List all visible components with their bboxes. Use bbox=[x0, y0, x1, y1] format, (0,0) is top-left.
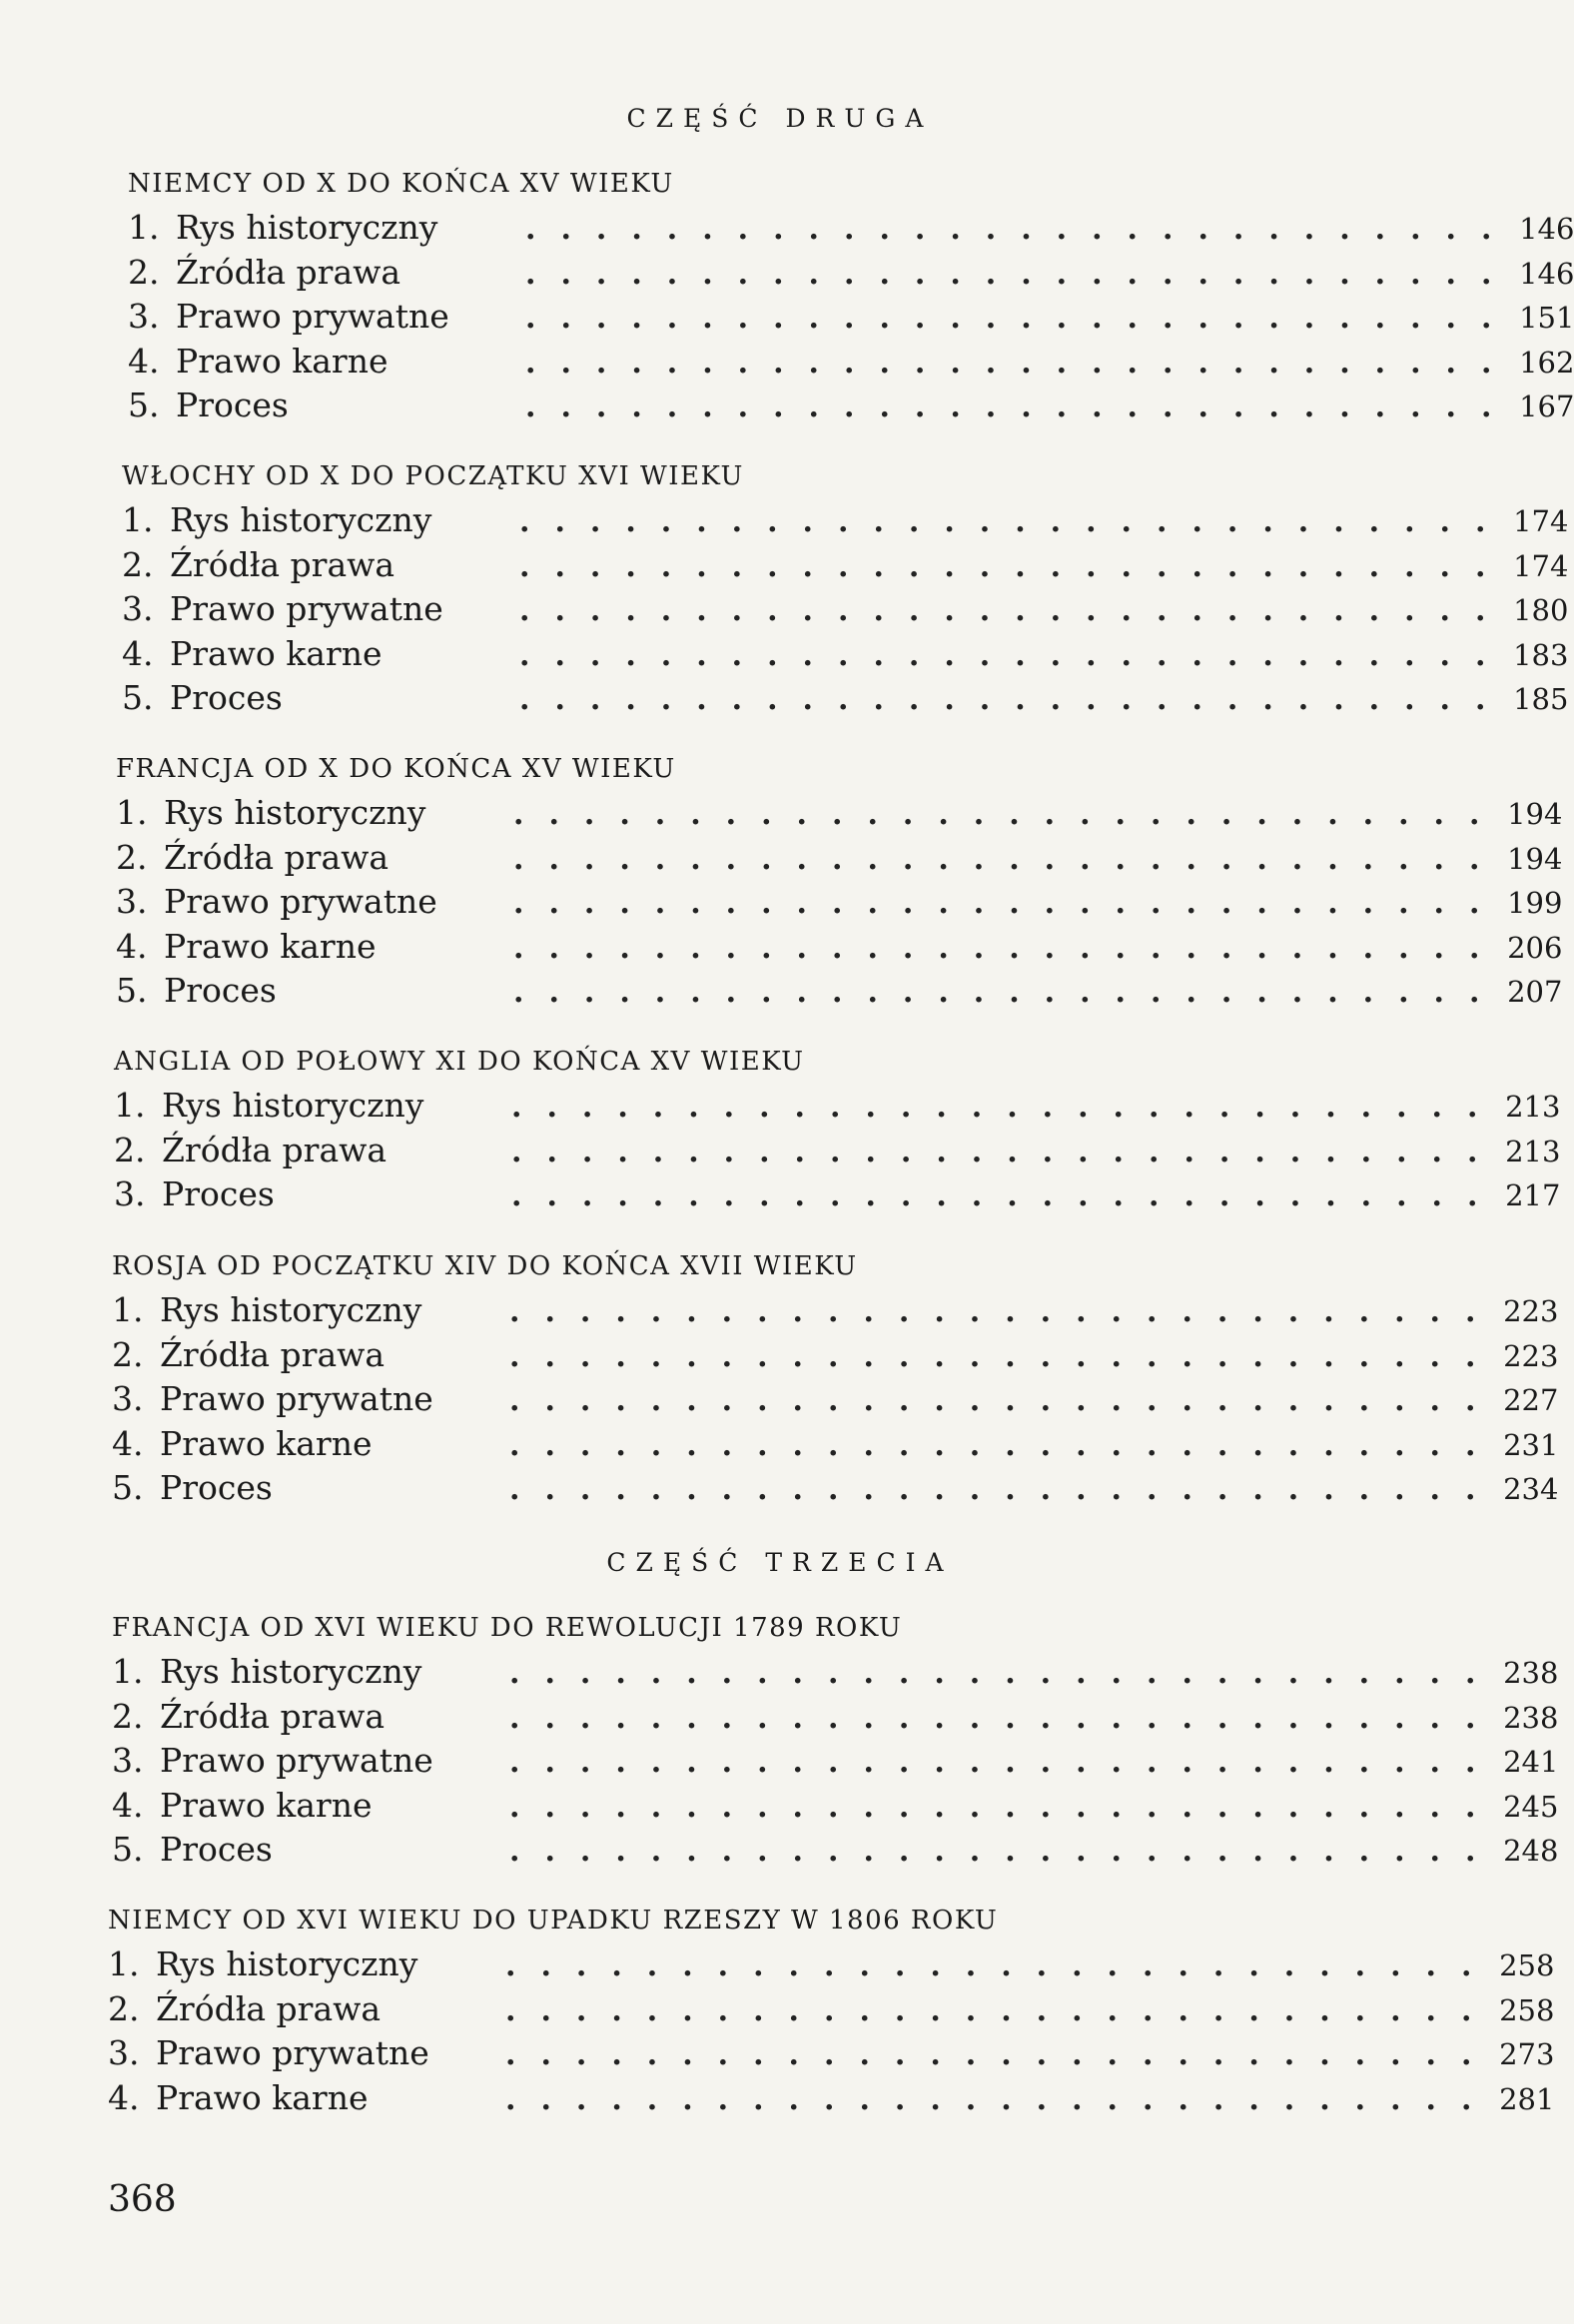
dot-leader: ............................ bbox=[509, 1472, 1501, 1507]
entry-number: 2. bbox=[116, 837, 148, 877]
dot-leader: ............................ bbox=[513, 797, 1505, 832]
entry-page-number: 227 bbox=[1503, 1383, 1559, 1417]
dot-leader: ............................ bbox=[511, 1134, 1503, 1169]
section-title: NIEMCY OD X DO KOŃCA XV WIEKU bbox=[128, 169, 674, 199]
toc-entry bbox=[112, 1288, 1559, 1333]
entry-number: 5. bbox=[116, 971, 148, 1010]
entry-number: 5. bbox=[122, 678, 154, 717]
toc-entry bbox=[108, 1942, 1555, 1987]
toc-entry bbox=[112, 1333, 1559, 1378]
entry-label: Proces bbox=[164, 971, 277, 1010]
entry-number: 5. bbox=[112, 1468, 144, 1507]
part-heading: CZĘŚĆ DRUGA bbox=[626, 104, 934, 133]
toc-entry bbox=[116, 925, 1563, 970]
toc-entry bbox=[116, 969, 1563, 1014]
dot-leader: ............................ bbox=[509, 1427, 1501, 1463]
entry-label: Prawo prywatne bbox=[170, 589, 443, 628]
entry-page-number: 194 bbox=[1507, 841, 1563, 876]
entry-label: Prawo prywatne bbox=[156, 2033, 429, 2072]
toc-entry bbox=[122, 587, 1569, 632]
entry-number: 1. bbox=[116, 793, 148, 832]
entry-label: Źródła prawa bbox=[162, 1130, 388, 1169]
entry-number: 2. bbox=[112, 1334, 144, 1374]
entry-page-number: 213 bbox=[1505, 1090, 1561, 1124]
dot-leader: ............................ bbox=[519, 593, 1511, 628]
entry-number: 4. bbox=[112, 1423, 144, 1463]
toc-entry bbox=[112, 1695, 1559, 1740]
entry-label: Rys historyczny bbox=[160, 1290, 422, 1329]
toc-entry bbox=[108, 2076, 1555, 2121]
entry-page-number: 206 bbox=[1507, 930, 1563, 965]
entry-label: Proces bbox=[160, 1468, 273, 1507]
dot-leader: ............................ bbox=[511, 1090, 1503, 1125]
entry-page-number: 151 bbox=[1519, 301, 1574, 335]
toc-entry bbox=[122, 498, 1569, 543]
entry-page-number: 223 bbox=[1503, 1338, 1559, 1373]
entry-page-number: 146 bbox=[1519, 256, 1574, 291]
entry-number: 1. bbox=[108, 1944, 140, 1983]
entry-page-number: 167 bbox=[1519, 389, 1574, 423]
entry-number: 5. bbox=[128, 386, 160, 424]
toc-entry bbox=[114, 1129, 1561, 1173]
entry-number: 1. bbox=[112, 1290, 144, 1329]
dot-leader: ............................ bbox=[505, 2081, 1497, 2117]
entry-number: 3. bbox=[108, 2033, 140, 2072]
toc-entry bbox=[128, 384, 1574, 428]
toc-section bbox=[112, 1244, 1559, 1511]
entry-label: Źródła prawa bbox=[164, 837, 390, 877]
section-title: ROSJA OD POCZĄTKU XIV DO KOŃCA XVII WIEKU bbox=[112, 1251, 858, 1281]
entry-page-number: 213 bbox=[1505, 1134, 1561, 1168]
entry-label: Proces bbox=[162, 1174, 275, 1213]
entry-number: 1. bbox=[122, 500, 154, 539]
entry-page-number: 238 bbox=[1503, 1656, 1559, 1690]
entry-label: Źródła prawa bbox=[156, 1988, 382, 2028]
entry-page-number: 273 bbox=[1499, 2037, 1555, 2071]
entry-label: Źródła prawa bbox=[170, 544, 395, 584]
entry-label: Źródła prawa bbox=[160, 1696, 386, 1736]
entry-label: Rys historyczny bbox=[164, 793, 426, 832]
entry-number: 2. bbox=[122, 544, 154, 584]
entry-number: 3. bbox=[116, 882, 148, 921]
toc-entry bbox=[112, 1650, 1559, 1695]
toc-section bbox=[108, 1899, 1555, 2120]
entry-page-number: 183 bbox=[1513, 637, 1569, 672]
entry-label: Prawo karne bbox=[160, 1785, 373, 1825]
dot-leader: ............................ bbox=[509, 1700, 1501, 1736]
entry-page-number: 207 bbox=[1507, 975, 1563, 1009]
entry-number: 3. bbox=[112, 1379, 144, 1418]
entry-label: Prawo karne bbox=[176, 341, 389, 381]
entry-label: Prawo karne bbox=[164, 926, 377, 966]
dot-leader: ............................ bbox=[519, 682, 1511, 717]
toc-entry bbox=[128, 251, 1574, 296]
dot-leader: ............................ bbox=[519, 548, 1511, 584]
entry-page-number: 162 bbox=[1519, 345, 1574, 380]
entry-label: Proces bbox=[160, 1830, 273, 1869]
entry-number: 3. bbox=[112, 1741, 144, 1780]
dot-leader: ............................ bbox=[509, 1383, 1501, 1418]
dot-leader: ............................ bbox=[513, 886, 1505, 921]
toc-entry bbox=[112, 1739, 1559, 1784]
entry-number: 5. bbox=[112, 1830, 144, 1869]
dot-leader: ............................ bbox=[511, 1178, 1503, 1213]
dot-leader: ............................ bbox=[505, 1948, 1497, 1983]
entry-number: 4. bbox=[116, 926, 148, 966]
toc-section bbox=[112, 1606, 1559, 1873]
entry-page-number: 217 bbox=[1505, 1178, 1561, 1212]
toc-entry bbox=[122, 543, 1569, 588]
entry-label: Prawo karne bbox=[160, 1423, 373, 1463]
toc-entry bbox=[128, 295, 1574, 340]
section-title: FRANCJA OD X DO KOŃCA XV WIEKU bbox=[116, 754, 676, 784]
toc-entry bbox=[112, 1828, 1559, 1873]
entry-number: 2. bbox=[128, 252, 160, 292]
toc-entry bbox=[116, 880, 1563, 925]
entry-label: Prawo karne bbox=[170, 633, 383, 673]
dot-leader: ............................ bbox=[513, 841, 1505, 877]
toc-entry bbox=[112, 1422, 1559, 1467]
entry-label: Prawo prywatne bbox=[176, 297, 449, 336]
toc-entry bbox=[116, 836, 1563, 881]
entry-label: Rys historyczny bbox=[160, 1652, 422, 1691]
dot-leader: ............................ bbox=[509, 1338, 1501, 1374]
toc-entry bbox=[122, 676, 1569, 721]
entry-number: 3. bbox=[122, 589, 154, 628]
entry-label: Prawo prywatne bbox=[160, 1741, 433, 1780]
toc-section bbox=[116, 747, 1563, 1014]
toc-entry bbox=[122, 632, 1569, 677]
entry-page-number: 258 bbox=[1499, 1992, 1555, 2027]
section-title: NIEMCY OD XVI WIEKU DO UPADKU RZESZY W 1806 ROKU bbox=[108, 1906, 999, 1936]
part-heading: CZĘŚĆ TRZECIA bbox=[606, 1548, 954, 1577]
toc-entry bbox=[112, 1377, 1559, 1422]
dot-leader: ............................ bbox=[525, 212, 1517, 247]
dot-leader: ............................ bbox=[525, 301, 1517, 336]
toc-section bbox=[122, 454, 1569, 721]
section-title: ANGLIA OD POŁOWY XI DO KOŃCA XV WIEKU bbox=[114, 1047, 805, 1077]
toc-entry bbox=[112, 1784, 1559, 1829]
dot-leader: ............................ bbox=[525, 345, 1517, 381]
entry-label: Prawo karne bbox=[156, 2077, 369, 2117]
dot-leader: ............................ bbox=[519, 504, 1511, 539]
dot-leader: ............................ bbox=[509, 1745, 1501, 1780]
dot-leader: ............................ bbox=[513, 975, 1505, 1010]
entry-label: Źródła prawa bbox=[176, 252, 401, 292]
entry-label: Rys historyczny bbox=[162, 1086, 424, 1125]
dot-leader: ............................ bbox=[505, 2037, 1497, 2072]
entry-number: 3. bbox=[114, 1174, 146, 1213]
section-title: FRANCJA OD XVI WIEKU DO REWOLUCJI 1789 ROKU bbox=[112, 1613, 903, 1643]
entry-number: 3. bbox=[128, 297, 160, 336]
dot-leader: ............................ bbox=[509, 1294, 1501, 1329]
dot-leader: ............................ bbox=[525, 389, 1517, 424]
toc-entry bbox=[128, 340, 1574, 385]
entry-number: 1. bbox=[114, 1086, 146, 1125]
entry-page-number: 194 bbox=[1507, 797, 1563, 831]
entry-page-number: 223 bbox=[1503, 1294, 1559, 1328]
entry-page-number: 245 bbox=[1503, 1789, 1559, 1824]
dot-leader: ............................ bbox=[509, 1656, 1501, 1691]
entry-page-number: 180 bbox=[1513, 593, 1569, 627]
toc-section bbox=[114, 1040, 1561, 1217]
entry-number: 2. bbox=[112, 1696, 144, 1736]
entry-page-number: 174 bbox=[1513, 548, 1569, 583]
entry-page-number: 248 bbox=[1503, 1834, 1559, 1868]
toc-entry bbox=[128, 206, 1574, 251]
entry-label: Prawo prywatne bbox=[160, 1379, 433, 1418]
toc-entry bbox=[108, 1987, 1555, 2032]
entry-number: 1. bbox=[128, 208, 160, 247]
entry-page-number: 281 bbox=[1499, 2081, 1555, 2116]
toc-entry bbox=[108, 2031, 1555, 2076]
entry-label: Źródła prawa bbox=[160, 1334, 386, 1374]
section-title: WŁOCHY OD X DO POCZĄTKU XVI WIEKU bbox=[122, 461, 744, 491]
entry-label: Rys historyczny bbox=[156, 1944, 418, 1983]
entry-label: Rys historyczny bbox=[176, 208, 438, 247]
entry-page-number: 234 bbox=[1503, 1472, 1559, 1506]
dot-leader: ............................ bbox=[509, 1834, 1501, 1869]
entry-number: 2. bbox=[114, 1130, 146, 1169]
entry-page-number: 185 bbox=[1513, 682, 1569, 716]
entry-page-number: 238 bbox=[1503, 1700, 1559, 1735]
entry-page-number: 199 bbox=[1507, 886, 1563, 920]
entry-number: 4. bbox=[108, 2077, 140, 2117]
dot-leader: ............................ bbox=[525, 256, 1517, 292]
entry-number: 4. bbox=[122, 633, 154, 673]
entry-number: 2. bbox=[108, 1988, 140, 2028]
entry-page-number: 146 bbox=[1519, 212, 1574, 246]
toc-section bbox=[128, 162, 1574, 428]
entry-label: Proces bbox=[170, 678, 283, 717]
dot-leader: ............................ bbox=[505, 1992, 1497, 2028]
dot-leader: ............................ bbox=[513, 930, 1505, 966]
dot-leader: ............................ bbox=[509, 1789, 1501, 1825]
entry-label: Rys historyczny bbox=[170, 500, 432, 539]
toc-entry bbox=[114, 1172, 1561, 1217]
entry-number: 4. bbox=[128, 341, 160, 381]
entry-page-number: 231 bbox=[1503, 1427, 1559, 1462]
entry-label: Proces bbox=[176, 386, 289, 424]
toc-entry bbox=[116, 791, 1563, 836]
entry-label: Prawo prywatne bbox=[164, 882, 437, 921]
dot-leader: ............................ bbox=[519, 637, 1511, 673]
entry-number: 4. bbox=[112, 1785, 144, 1825]
toc-entry bbox=[112, 1466, 1559, 1511]
entry-page-number: 241 bbox=[1503, 1745, 1559, 1779]
toc-entry bbox=[114, 1084, 1561, 1129]
entry-number: 1. bbox=[112, 1652, 144, 1691]
entry-page-number: 258 bbox=[1499, 1948, 1555, 1982]
page-number: 368 bbox=[108, 2179, 177, 2220]
entry-page-number: 174 bbox=[1513, 504, 1569, 538]
